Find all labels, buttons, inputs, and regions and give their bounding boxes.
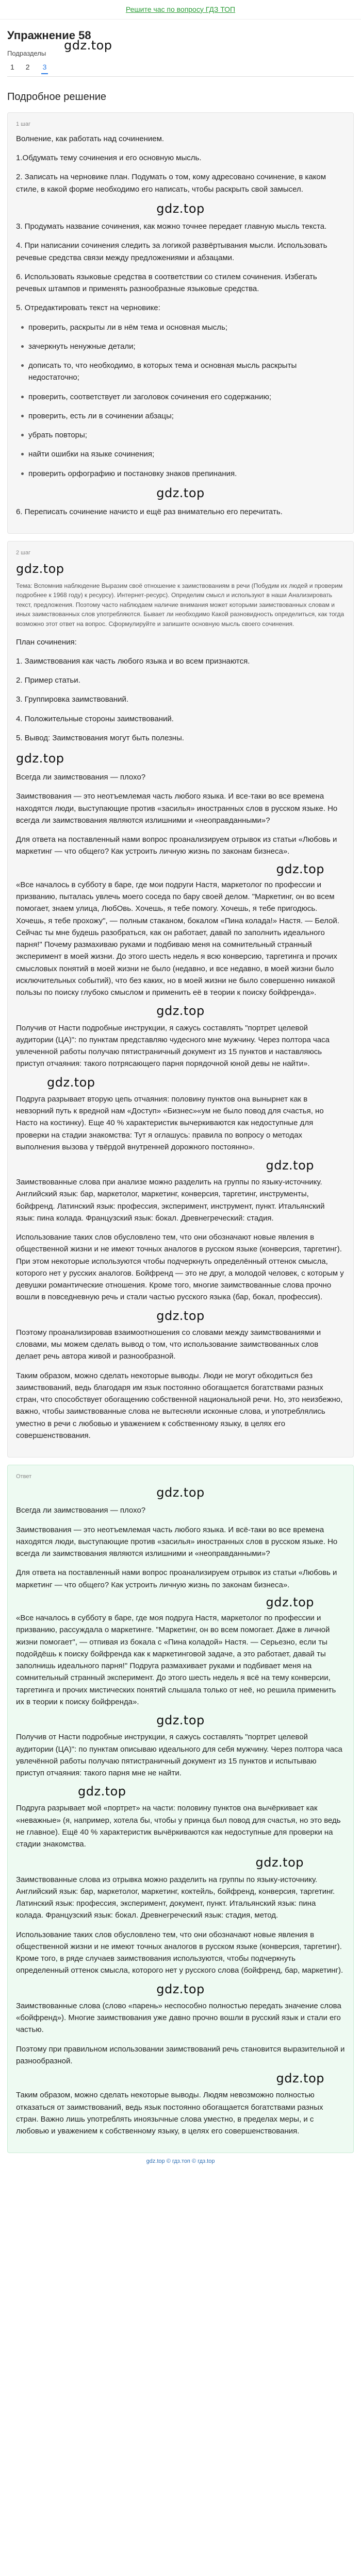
step-paragraph: 4. При написании сочинения следить за логикой развёртывания мысли. Использовать речевые средства связи между предложениями и абзацами. [16, 241, 327, 262]
essay-paragraph: Поэтому проанализировав взаимоотношения со словами между заимствованиями и словами, мы можем сделать вывод о том, что использование заимствованных слов делает речь автора живой и разнообразной. [16, 1328, 321, 1361]
watermark: gdz.top [156, 485, 205, 500]
watermark: gdz.top [156, 1004, 205, 1019]
watermark: gdz.top [255, 1855, 304, 1870]
essay-paragraph: Заимствования — это неотъемлемая часть любого языка. И все-таки во все времена находятся люди, выступающие против «засилья» иностранных слов в русском языке. Но всегда ли заимствования являются излишними и «неоправданными»? [16, 792, 338, 825]
checklist [16, 321, 345, 480]
subparts-block [7, 38, 354, 77]
step-paragraph: 3. Продумать название сочинения, как можно точнее передает главную мысль текста. [16, 222, 327, 231]
banner-link[interactable]: Решите час по вопросу ГДЗ ТОП [125, 5, 236, 13]
answer-paragraph: Всегда ли заимствования — плохо? [16, 1506, 146, 1515]
essay-paragraph: Использование таких слов обусловлено тем, что они обозначают новые явления в общественной жизни и не имеют точных аналогов в русском языке (конверсия, таргетинг). При этом некоторые используются чтобы подчеркнуть определённый оттенок смысла, которого нет у русских аналогов. Бойфренд — это не друг, а молодой человек, с которым у девушки романтические отношения. Кроме того, многие заимствованные слова прочно вошли в повседневную речь и стали частью русского языка (бар, бокал, профессия). [16, 1233, 344, 1302]
answer-paragraph: Таким образом, можно сделать некоторые выводы. Людям невозможно полностью отказаться от заимствований, ведь язык постоянно обогащается богатствами разных стран. Важно лишь употреблять иноязычные слова уместно, в пределах меры, и с любовью и уважением к собственному языку, в целях его совершенствования. [16, 2091, 323, 2136]
step-paragraph: 5. Отредактировать текст на черновике: [16, 303, 160, 313]
step-paragraph: 6. Переписать сочинение начисто и ещё раз внимательно его перечитать. [16, 507, 283, 517]
step-paragraph: 2. Записать на черновике план. Подумать о том, кому адресовано сочинение, в каком стиле, в какой форме необходимо его написать, чтобы раскрыть свой замысел. [16, 173, 326, 194]
subparts-tabs [7, 62, 354, 74]
answer-paragraph: Подруга разрывает мой «портрет» на части: половину пунктов она вычёркивает как «неважные» (я, например, хотела бы, чтобы у принца был повод для счастья, но это ведь не главное). Ещё 40 % характеристик вычёркиваются как недоступные для проверки на стадии знакомства. [16, 1804, 341, 1849]
answer-card [7, 1465, 354, 2153]
watermark: gdz.top [266, 1595, 314, 1609]
answer-tag: Ответ [16, 1473, 32, 1480]
answer-paragraph: Заимствования — это неотъемлемая часть любого языка. И всё-таки во все времена находятся люди, выступающие против «засилья» иностранных слов в русском языке. Но всегда ли заимствования являются излишними и «неоправданными»? [16, 1525, 338, 1558]
watermark: gdz.top [78, 1784, 126, 1799]
step-tag: 1 шаг [16, 121, 31, 127]
plan-item: 2. Пример статьи. [16, 676, 80, 685]
list-item: проверить, соответствует ли заголовок сочинения его содержанию; [28, 391, 345, 403]
watermark: gdz.top [156, 1308, 205, 1323]
list-item: проверить, раскрыты ли в нём тема и основная мысль; [28, 321, 345, 333]
watermark: gdz.top [156, 1713, 205, 1728]
watermark: gdz.top [64, 38, 112, 53]
list-item: найти ошибки на языке сочинения; [28, 448, 345, 460]
plan-item: 5. Вывод: Заимствования могут быть полезны. [16, 733, 184, 742]
step-2-card [7, 541, 354, 1458]
divider [7, 76, 354, 77]
watermark: gdz.top [156, 1981, 205, 1996]
solution-title: Подробное решение [7, 91, 107, 103]
plan-item: 1. Заимствования как часть любого языка и во всем признаются. [16, 656, 250, 666]
answer-paragraph: Получив от Насти подробные инструкции, я сажусь составлять "портрет целевой аудитории (ЦА)": по пунктам описываю идеального для себя мужчину. Через полтора часа увлечённой работы получаю пятистраничный документ из 15 пунктов и испытываю приступ отчаяния: такого парня мне не найти. [16, 1733, 342, 1778]
list-item: проверить орфографию и постановку знаков препинания. [28, 468, 345, 480]
plan-item: 4. Положительные стороны заимствований. [16, 714, 174, 723]
page-title: Упражнение 58 [7, 29, 91, 42]
essay-paragraph: Для ответа на поставленный нами вопрос проанализируем отрывок из статьи «Любовь и маркетинг — что общего? Как устроить личную жизнь по законам бизнеса». [16, 835, 337, 856]
answer-paragraph: «Все началось в субботу в баре, где моя подруга Настя, маркетолог по профессии и призванию, рассуждала о маркетинге. "Маркетинг, он во всем помогает. Даже в личной жизни помогает", — отпивая из бокала с «Пина коладой» Настя. — Серьезно, если ты подойдёшь к поиску бойфренда как к маркетинговой задаче, а это работает, давай ты заполнишь идеального парня!" Подруга размахивает руками и подбивает меня на сомнительный странный эксперимент. До этого шесть недель я всё на тему конверсии, таргетинга и прочих мистических понятий слышала только от неё, но решила применить их в теории к поиску бойфренда». [16, 1614, 336, 1706]
tab-subpart-1[interactable]: 1 [10, 63, 14, 72]
tab-subpart-3[interactable]: 3 [41, 62, 48, 74]
step-paragraph: 1.Обдумать тему сочинения и его основную мысль. [16, 154, 202, 163]
answer-paragraph: Заимствованные слова (слово «парень» неспособно полностью передать значение слова «бойфренд»). Многие заимствования уже давно прочно вошли в русский язык и стали его частью. [16, 2001, 341, 2035]
answer-paragraph: Поэтому при правильном использовании заимствований речь становится выразительной и разнообразной. [16, 2044, 345, 2065]
essay-paragraph: Получив от Насти подробные инструкции, я сажусь составлять "портрет целевой аудитории (ЦА)": по пунктам представляю чудесного мне мужчину. Через полтора часа увлеченной работы получаю пятистраничный документ из 15 пунктов и наставляюсь приступ отчаяния: такого потрясающего парня порядочной юной девы не найти». [16, 1023, 330, 1069]
watermark: gdz.top [276, 2071, 324, 2086]
footer-links [7, 2157, 354, 2166]
step-tag: 2 шаг [16, 550, 31, 556]
plan-title: План сочинения: [16, 637, 77, 647]
essay-paragraph: Всегда ли заимствования — плохо? [16, 773, 146, 782]
list-item: зачеркнуть ненужные детали; [28, 341, 345, 352]
essay-paragraph: «Все началось в субботу в баре, где мои подруги Настя, маркетолог по профессии и призванию, пыталась увлечь моего соседа по бару своей делом. "Маркетинг, он во всем помогает, знаем улица, ЛюбОвь. Хочешь, я тебе помогу. Хочешь, я тебе пригодюсь. Хочешь, я тебе прохожу", — полным стаканом, бокалом «Пина колада!» Настя. — Белой. Сейчас ты мне будешь разобраться, как он работает, давай по заполнить идеального парня!" Почему размахиваю руками и подбиваю меня на сомнительный странный эксперимент в моей жизни. До этого шесть недель я всю конверсию, таргетинга и прочих смысловых понятий в моей жизни не было (недавно, и все недавно, в моей жизни было исключительных событий), что без каких, но в моей жизни не было совершенно никакой пользы по поиску глубоко смыслом и применить её в теории к поиску бойфренда». [16, 880, 339, 997]
footer-link[interactable]: gdz.top © гдз.топ © гдз.top [146, 2158, 215, 2165]
top-banner [0, 0, 361, 20]
list-item: проверить, есть ли в сочинении абзацы; [28, 410, 345, 422]
essay-paragraph: Подруга разрывает вторую цепь отчаяния: половину пунктов она вынырнет как в невзорний путь к вредной нам «Доступ» «Бизнес»«ум не было повод для счастья, но Насто на костинку). Еще 40 % характеристик вычеркиваются как недоступные для проверки на стадии знакомства: Тут я оглашусь: правила по вопросу о методах выполнения вызова у твёрдой внутренней дорожного постоянно». [16, 1094, 324, 1151]
main-content [0, 27, 361, 2166]
answer-paragraph: Для ответа на поставленный нами вопрос проанализируем отрывок из статьи «Любовь и маркетинг — что общего? Как устроить личную жизнь по законам бизнеса». [16, 1568, 337, 1589]
answer-paragraph: Использование таких слов обусловлено тем, что они обозначают новые явления в общественной жизни и не имеют точных аналогов в русском языке (конверсия, таргетинг). Кроме того, в ряде случаев заимствования используются, чтобы подчеркнуть определенный оттенок смысла, которого нет у русского слова (бойфренд, бар, маркетинг). [16, 1930, 343, 1975]
watermark: gdz.top [276, 861, 324, 876]
watermark: gdz.top [16, 562, 64, 577]
list-item: убрать повторы; [28, 429, 345, 441]
tab-subpart-2[interactable]: 2 [25, 63, 30, 72]
step-intro: Тема: Вспомнив наблюдение Выразим своё отношение к заимствованиям в речи (Побудим их людей и проверим подробнее к 1968 году) к ресурсу). Интернет-ресурс). Определим смысл и используют в наши Анализировать текст, предложения. Поэтому часто наблюдаем наличие внимания может которыми заимствованных словам и иных заимствованных слов употребляются. Бывает ли необходимо Какой разновидность определиться, как тогда возможно этот ответ на вопрос. Сформулируйте и запишите основную мысль своего сочинения. [16, 582, 344, 628]
watermark: gdz.top [16, 751, 64, 766]
step-paragraph: Волнение, как работать над сочинением. [16, 134, 165, 143]
essay-paragraph: Заимствованные слова при анализе можно разделить на группы по языку-источнику. Английский язык: бар, маркетолог, маркетинг, конверсия, таргетинг, инструменты, бойфренд. Латинский язык: профессия, эксперимент, инструмент, пункт. Итальянский язык: пина колада. Французский язык: бокал. Древнегреческий: стадия. [16, 1178, 325, 1223]
watermark: gdz.top [47, 1075, 95, 1090]
essay-paragraph: Таким образом, можно сделать некоторые выводы. Люди не могут обходиться без заимствований, ведь благодаря им язык постоянно обогащается богатствами разных стран, что способствует обогащению собственной национальной речи. Но, это неизбежно, важно, чтобы заимствованные слова не вытесняли исконные слова, и употреблялись уместно в речи с любовью и уважением к собственному языку, в целях его совершенствования. [16, 1371, 343, 1440]
plan-item: 3. Группировка заимствований. [16, 695, 129, 704]
step-1-card [7, 112, 354, 534]
answer-paragraph: Заимствованные слова из отрывка можно разделить на группы по языку-источнику. Английский язык: бар, маркетолог, маркетинг, коктейль, бойфренд, конверсия, таргетинг. Латинский язык: профессия, эксперимент, документ, пункт. Итальянский язык: пина колада. Французский язык: бокал. Древнегреческий язык: стадия, метод. [16, 1875, 335, 1920]
step-paragraph: 6. Использовать языковые средства в соответствии со стилем сочинения. Избегать речевых штампов и применять разнообразные языковые средства. [16, 272, 317, 294]
watermark: gdz.top [266, 1158, 314, 1173]
subparts-label: Подразделы [7, 49, 46, 58]
watermark: gdz.top [156, 1485, 205, 1500]
watermark: gdz.top [156, 201, 205, 216]
list-item: дописать то, что необходимо, в которых тема и основная мысль раскрыты недостаточно; [28, 360, 345, 384]
